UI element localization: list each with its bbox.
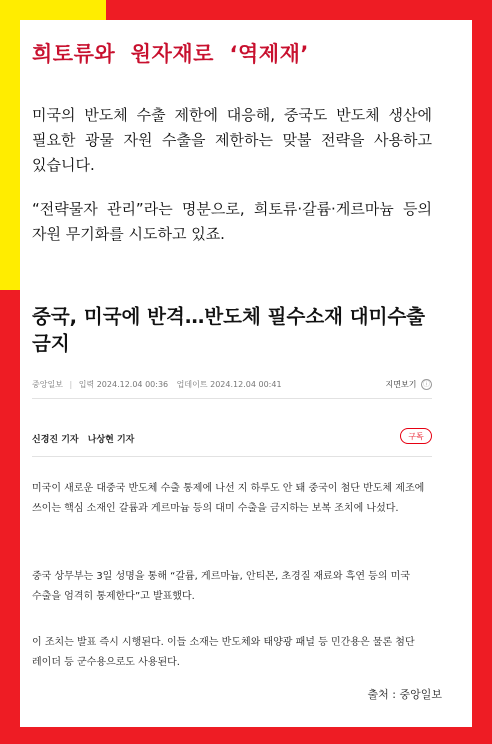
article-meta	[32, 379, 432, 395]
subscribe-button[interactable]: 구독	[400, 428, 432, 444]
article-paragraph-3: 이 조치는 발표 즉시 시행된다. 이들 소재는 반도체와 태양광 패널 등 민간용은 물론 첨단 레이더 등 군수용으로도 사용된다.	[32, 637, 415, 668]
paper-view-link[interactable]: 지면보기	[385, 380, 417, 389]
meta-separator: |	[69, 380, 73, 389]
source-caption: 출처 : 중앙일보	[367, 688, 442, 701]
updated-time: 업데이트 2024.12.04 00:41	[176, 380, 282, 389]
article-paragraph-1: 미국이 새로운 대중국 반도체 수출 통제에 나선 지 하루도 안 돼 중국이 첨단 반도체 제조에 쓰이는 핵심 소재인 갈륨과 게르마늄 등의 대미 수출을 금지하는 보복 조치에 나섰다.	[32, 483, 425, 514]
reporter-name[interactable]: 신경진 기자	[32, 435, 79, 445]
outlet-name: 중앙일보	[32, 380, 63, 389]
info-icon[interactable]: ⓘ	[423, 380, 430, 388]
intro-paragraph-2: “전략물자 관리”라는 명분으로, 희토류·갈륨·게르마늄 등의 자원 무기화를 시도하고 있죠.	[32, 200, 432, 243]
meta-divider	[32, 398, 432, 399]
reporter-name[interactable]: 나상현 기자	[87, 435, 135, 445]
reporter-list	[32, 432, 134, 445]
page-title: 희토류와 원자재로 ‘역제재’	[32, 42, 309, 66]
reporter-divider	[32, 456, 432, 457]
intro-paragraph-1: 미국의 반도체 수출 제한에 대응해, 중국도 반도체 생산에 필요한 광물 자원 수출을 제한하는 맞불 전략을 사용하고 있습니다.	[32, 106, 432, 174]
article-headline: 중국, 미국에 반격…반도체 필수소재 대미수출 금지	[32, 305, 426, 355]
article-paragraph-2: 중국 상무부는 3일 성명을 통해 “갈륨, 게르마늄, 안티몬, 초경질 재료와 흑연 등의 미국 수출을 엄격히 통제한다”고 발표했다.	[32, 571, 411, 602]
published-time: 입력 2024.12.04 00:36	[78, 380, 169, 389]
